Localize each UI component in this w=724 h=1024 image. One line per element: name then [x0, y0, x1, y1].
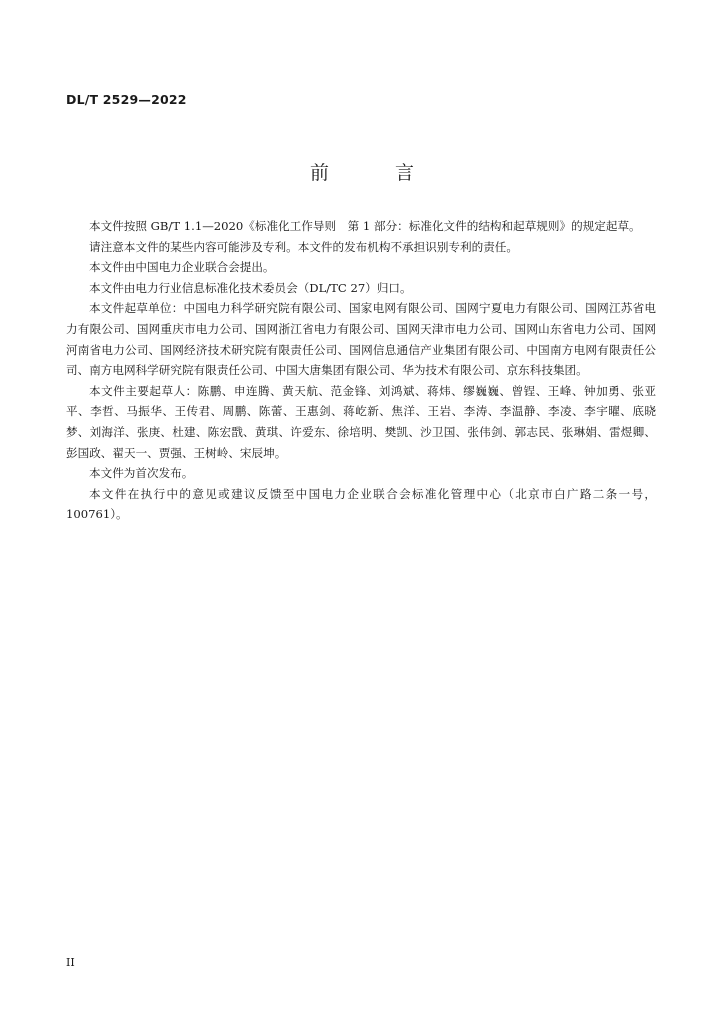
paragraph-drafting-rules: 本文件按照 GB/T 1.1—2020《标准化工作导则 第 1 部分：标准化文件的结构和起草规则》的规定起草。: [89, 219, 641, 233]
page-title: 前 言: [309, 162, 445, 184]
paragraph-feedback: 本文件在执行中的意见或建议反馈至中国电力企业联合会标准化管理中心（北京市白广路二条一号，100761）。: [66, 486, 656, 522]
paragraph-drafting-units: 本文件起草单位：中国电力科学研究院有限公司、国家电网有限公司、国网宁夏电力有限公司、国网江苏省电力有限公司、国网重庆市电力公司、国网浙江省电力有限公司、国网天津市电力公司、国网山东省电力公司、国网河南省电力公司、国网经济技术研究院有限责任公司、国网信息通信产业集团有限公司、中国南方电网有限责任公司、南方电网科学研究院有限责任公司、中国大唐集团有限公司、华为技术有限公司、京东科技集团。: [66, 301, 656, 378]
paragraph-administrator: 本文件由电力行业信息标准化技术委员会（DL/TC 27）归口。: [89, 280, 412, 295]
paragraph-main-drafters: 本文件主要起草人：陈鹏、申连腾、黄天航、范金锋、刘鸿斌、蒋炜、缪巍巍、曾锃、王峰、钟加勇、张亚平、李哲、马振华、王传君、周鹏、陈蕾、王惠剑、蒋屹新、焦洋、王岩、李涛、李温静、李凌、李宇曜、底晓梦、刘海洋、张庚、杜建、陈宏戬、黄琪、许爱东、徐培明、樊凯、沙卫国、张伟剑、郭志民、张琳娟、雷煜卿、彭国政、翟天一、贾强、王树岭、宋辰坤。: [66, 383, 656, 460]
paragraph-proposer: 本文件由中国电力企业联合会提出。: [89, 260, 275, 275]
paragraph-patent-notice: 请注意本文件的某些内容可能涉及专利。本文件的发布机构不承担识别专利的责任。: [89, 239, 518, 254]
foreword-body: [66, 216, 656, 525]
page-number: II: [66, 956, 75, 969]
paragraph-first-release: 本文件为首次发布。: [89, 466, 194, 481]
standard-code: DL/T 2529—2022: [66, 92, 187, 107]
